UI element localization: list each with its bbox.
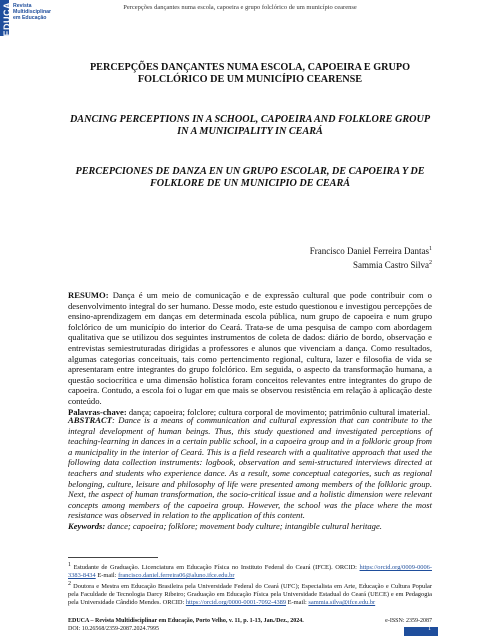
author-list <box>310 243 432 271</box>
footnote <box>68 561 432 580</box>
page-number: 1 <box>428 626 431 632</box>
footnote-separator <box>68 557 158 558</box>
footer-doi: DOI: 10.26568/2359-2087.2024.7995 <box>68 625 159 632</box>
footnote-text: Doutora e Mestra em Educação Brasileira pela Universidade Federal do Ceará (UFC); Especialista em Arte, Educação e Cultura Popular pela Faculdade de Tecnologia Darcy Ribeiro; Graduação em Educação Física pela Universidade Estadual do Ceará (UECE) e em Pedagogia pela Universidade Cândido Mendes. ORCID: <box>68 583 432 607</box>
resumo-keywords-label: Palavras-chave: <box>68 406 127 417</box>
resumo-keywords: dança; capoeira; folclore; cultura corporal de movimento; patrimônio cultural imaterial. <box>128 406 431 417</box>
abstract-keywords: dance; capoeira; folklore; movement body culture; intangible cultural heritage. <box>107 520 382 531</box>
logo-line: em Educação <box>13 15 47 22</box>
footnote-sup: 1 <box>68 562 71 568</box>
title-portuguese: PERCEPÇÕES DANÇANTES NUMA ESCOLA, CAPOEIRA E GRUPO FOLCLÓRICO DE UM MUNICÍPIO CEARENSE <box>89 62 411 86</box>
footer-issn: e-ISSN: 2359-2087 <box>385 618 432 624</box>
logo-line: Revista <box>13 3 32 9</box>
email-label: E-mail: <box>97 572 119 580</box>
page-number-bar <box>404 627 438 636</box>
title-spanish: PERCEPCIONES DE DANZA EN UN GRUPO ESCOLAR, DE CAPOEIRA Y DE FOLKLORE DE UN MUNICIPIO DE CEARÁ <box>75 166 425 190</box>
email-link[interactable]: sammia.silva@ifce.edu.br <box>308 599 376 607</box>
resumo-block <box>68 290 432 417</box>
author-name: Francisco Daniel Ferreira Dantas <box>309 246 429 256</box>
page-footer <box>68 618 432 633</box>
footnote-sup: 2 <box>68 581 71 587</box>
title-english: DANCING PERCEPTIONS IN A SCHOOL, CAPOEIRA AND FOLKLORE GROUP IN A MUNICIPALITY IN CEARÁ <box>69 114 431 138</box>
author-name: Sammia Castro Silva <box>353 260 429 270</box>
abstract-keywords-label: Keywords: <box>68 520 106 531</box>
abstract-block <box>68 415 432 532</box>
author-sup: 2 <box>429 260 432 266</box>
logo-vertical-text: EDUCA <box>2 2 12 37</box>
footnote-text: Estudante de Graduação. Licenciatura em Educação Física no Instituto Federal do Ceará (IFCE). ORCID: <box>73 564 360 572</box>
author-sup: 1 <box>429 246 432 252</box>
footer-citation: EDUCA – Revista Multidisciplinar em Educação, Porto Velho, v. 11, p. 1-13, Jan./Dez., 2024. <box>68 618 304 624</box>
resumo-label: RESUMO: <box>68 290 109 300</box>
running-title: Percepções dançantes numa escola, capoeira e grupo folclórico de um município cearense <box>123 4 357 11</box>
orcid-link[interactable]: https://orcid.org/0009-0006-3383-8434 <box>68 564 432 580</box>
logo-line: Multidisciplinar <box>13 9 52 16</box>
email-label: E-mail: <box>287 599 309 607</box>
email-link[interactable]: francisco.daniel.ferreira06@aluno.ifce.edu.br <box>118 572 235 580</box>
abstract-label: ABSTRACT <box>68 415 112 425</box>
author <box>310 243 432 257</box>
footnote <box>68 580 432 607</box>
author <box>310 257 432 271</box>
abstract-text: : Dance is a means of communication and cultural expression that can contribute to the integral development of human beings. Thus, this study questioned and investigated perceptions of teaching-learning in dances in a certain public school, in a capoeira group and in a folkloric group from a municipality in the interior of Ceará. This is a field research with a qualitative approach that used the following data collection instruments: logbook, observation and semi-structured interviews directed at teachers and students who experience dance. As a result, some conceptual categories, such as regional belonging, culture, leisure and philosophy of life were presented among members of the folkloric group. Next, the aspect of human transformation, the socio-critical issue and a holistic dimension were relevant concepts among members of the capoeira group. However, the school was the place where the most resistance was observed in relation to the application of this content. <box>68 415 432 521</box>
orcid-link[interactable]: https://orcid.org/0000-0001-7092-4389 <box>185 599 287 607</box>
resumo-text: Dança é um meio de comunicação e de expressão cultural que pode contribuir com o desenvolvimento integral do ser humano. Desse modo, este estudo questionou e investigou percepções de ensino-aprendizagem em danças em determinada escola pública, num grupo de capoeira e num grupo folclórico de um município do interior do Ceará. Trata-se de uma pesquisa de campo com abordagem qualitativa que se utilizou dos seguintes instrumentos de coleta de dados: diário de bordo, observação e entrevistas semiestruturadas dirigidas a professores e alunos que vivenciam a dança. Como resultados, algumas categorias conceituais, tais como pertencimento regional, cultura, lazer e filosofia de vida se apresentaram entre integrantes do grupo folclórico. Em seguida, o aspecto da transformação humana, a questão sociocrítica e uma dimensão holística foram conceitos relevantes entre integrantes do grupo de capoeira. Contudo, a escola foi o lugar em que mais se observou resistência em relação à aplicação deste conteúdo. <box>68 290 432 406</box>
